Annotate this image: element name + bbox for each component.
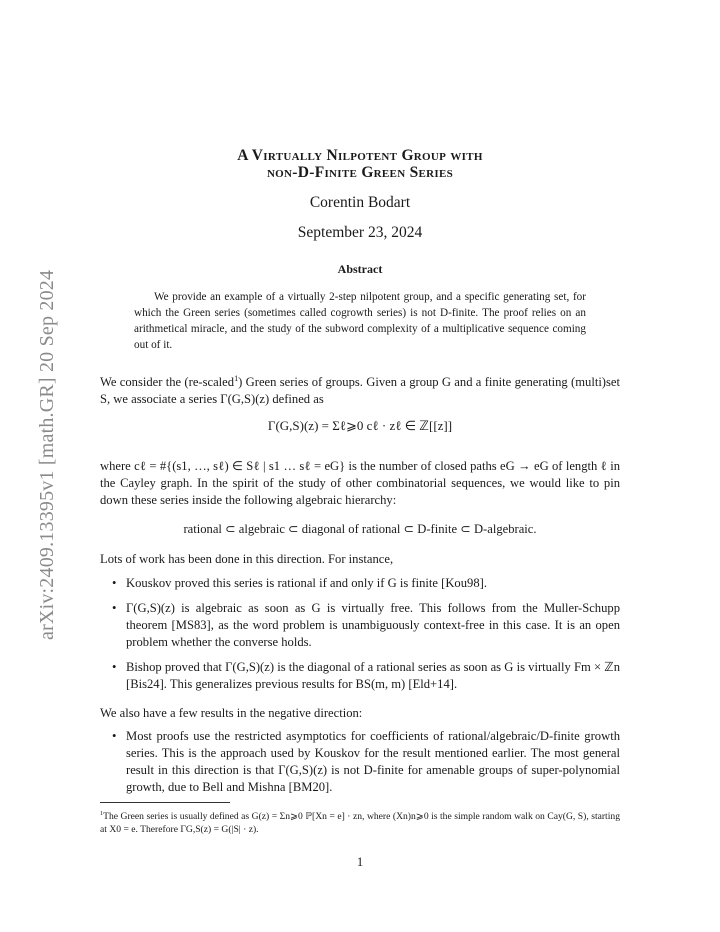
page-number: 1 — [356, 855, 364, 869]
bullet-text: Bishop proved that Γ(G,S)(z) is the diagonal of a rational series as soon as G is virtually Fm × ℤn [Bis24]. This generalizes previous results for BS(m, m) [Eld+14]. — [126, 660, 620, 691]
bullet-text: Most proofs use the restricted asymptotics for coefficients of rational/algebraic/D-finite growth series. This is the approach used by Kouskov for the result mentioned earlier. The most general result in this direction is that Γ(G,S)(z) is not D-finite for amenable groups of super-polynomial growth, due to Bell and Mishna [BM20]. — [126, 729, 620, 794]
hierarchy-equation: rational ⊂ algebraic ⊂ diagonal of rational ⊂ D-finite ⊂ D-algebraic. — [183, 522, 537, 536]
paragraph-definition: where cℓ = #{(s1, …, sℓ) ∈ Sℓ | s1 … sℓ = eG} is the number of closed paths eG → eG of length ℓ in the Cayley graph. In the spirit of the study of other combinatorial sequences, we would like to pin down these series inside the following algebraic hierarchy: — [100, 459, 620, 507]
bullet-text: Γ(G,S)(z) is algebraic as soon as G is virtually free. This follows from the Muller-Schupp theorem [MS83], as the word problem is unambiguously context-free in this case. It is an open problem whether the converse holds. — [126, 601, 620, 649]
bullet-text: Kouskov proved this series is rational if and only if G is finite [Kou98]. — [126, 576, 487, 590]
list-item — [100, 600, 620, 651]
abstract-text — [134, 289, 586, 353]
equation-green-series: Γ(G,S)(z) = Σℓ⩾0 cℓ · zℓ ∈ ℤ[[z]] — [267, 418, 453, 433]
bullet-icon: • — [112, 729, 117, 743]
title-line-1: A Virtually Nilpotent Group with — [237, 147, 483, 164]
footnote-rule — [100, 802, 230, 803]
para1-text-b: ) Green series of groups. Given a group G and a finite generating (multi)set S, we associate a series Γ(G,S)(z) defined as — [100, 375, 620, 407]
paragraph-lots-of-work: Lots of work has been done in this direction. For instance, — [100, 552, 394, 566]
footnote — [100, 807, 620, 836]
bullet-list-negative — [100, 728, 620, 804]
para1-text-a: We consider the (re-scaled — [100, 375, 235, 390]
arxiv-identifier-stamp[interactable]: arXiv:2409.13395v1 [math.GR] 20 Sep 2024 — [36, 269, 58, 640]
title-line-2: non-D-Finite Green Series — [266, 164, 454, 181]
paragraph-negative: We also have a few results in the negative direction: — [100, 706, 363, 720]
paper-title — [100, 147, 620, 181]
bullet-icon: • — [112, 660, 117, 674]
paragraph-intro — [100, 370, 620, 408]
bullet-icon: • — [112, 576, 117, 590]
bullet-list-positive — [100, 575, 620, 701]
footnote-ref[interactable]: 1 — [234, 374, 239, 383]
list-item — [100, 728, 620, 796]
abstract-content: We provide an example of a virtually 2-step nilpotent group, and a specific generating set, for which the Green series (sometimes called cogrowth series) is not D-finite. The proof relies on an arithmetical miracle, and the study of the subword complexity of a multiplicative sequence coming out of it. — [134, 291, 586, 351]
author-name: Corentin Bodart — [309, 194, 411, 211]
list-item — [100, 659, 620, 693]
footnote-text: The Green series is usually defined as G(z) = Σn⩾0 ℙ[Xn = e] · zn, where (Xn)n⩾0 is the simple random walk on Cay(G, S), starting at X0 = e. Therefore ΓG,S(z) = G(|S| · z). — [100, 811, 620, 836]
abstract-heading: Abstract — [337, 262, 383, 276]
publication-date: September 23, 2024 — [297, 224, 423, 241]
footnote-mark: 1 — [100, 810, 104, 817]
bullet-icon: • — [112, 601, 117, 615]
list-item — [100, 575, 620, 592]
